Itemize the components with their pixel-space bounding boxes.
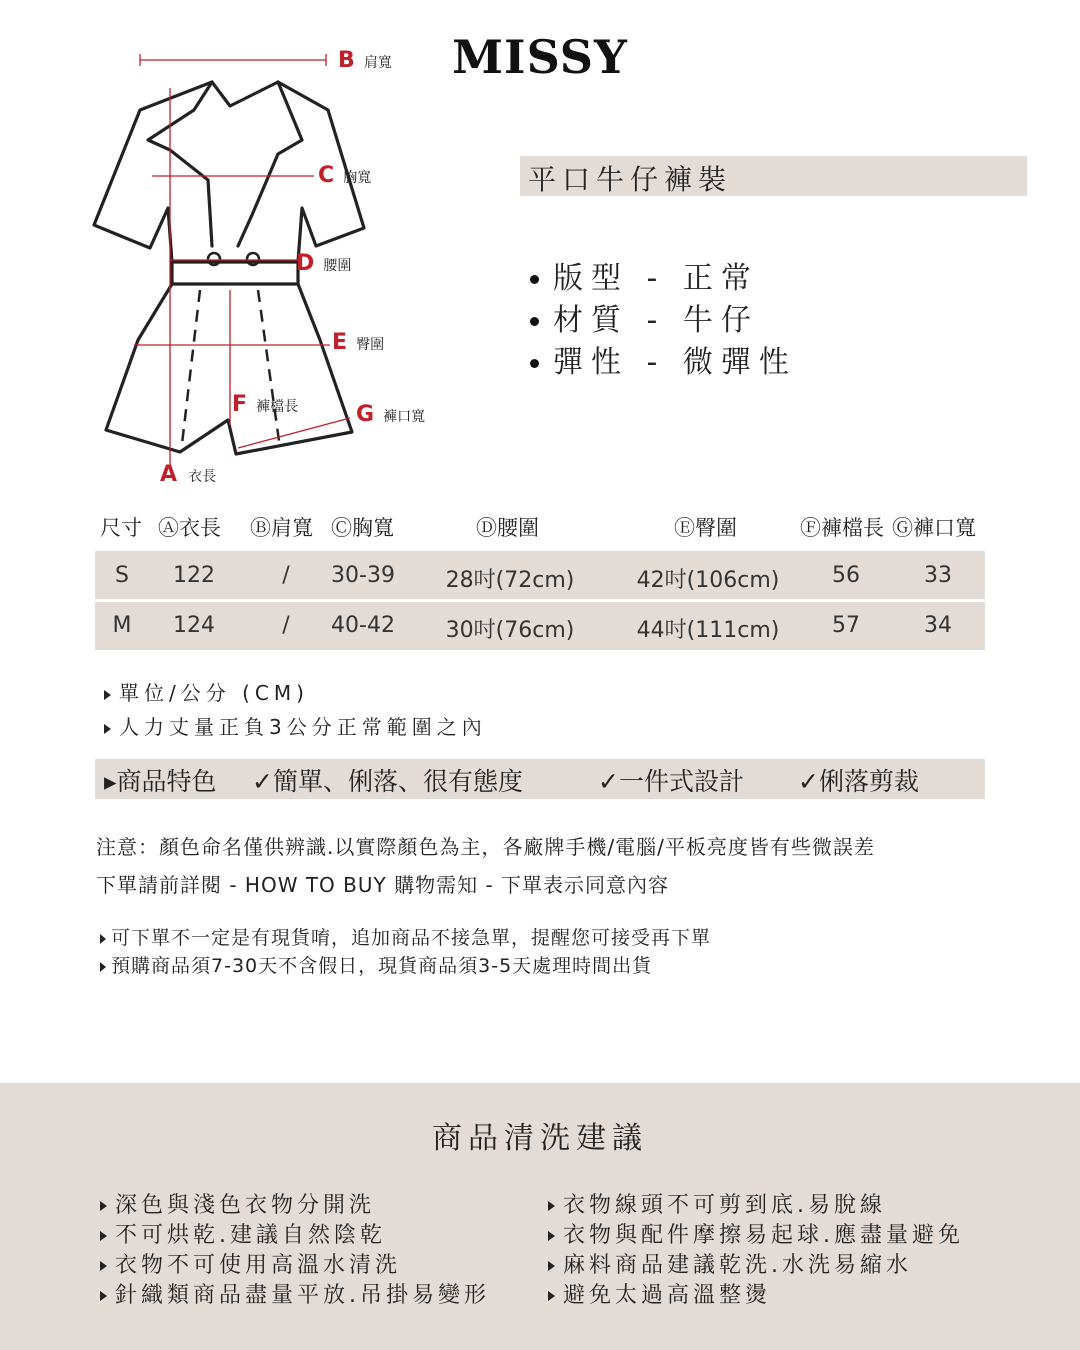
care-item: 衣物與配件摩擦易起球.應盡量避免: [548, 1221, 964, 1251]
cell-shoulder: /: [282, 613, 290, 638]
care-list-left: [100, 1191, 490, 1311]
label-a: A 衣長: [160, 462, 217, 487]
feature-item: ✓簡單、俐落、很有態度: [252, 767, 523, 796]
triangle-icon: [104, 724, 111, 734]
cell-leg-opening: 34: [924, 613, 952, 638]
header-b: Ⓑ肩寬: [250, 516, 313, 540]
care-list-right: [548, 1191, 964, 1311]
label-f: F 褲檔長: [232, 392, 299, 417]
label-d: D 腰圍: [296, 251, 352, 276]
note-item: 人力丈量正負3公分正常範圍之內: [104, 710, 487, 744]
notice: [96, 828, 875, 904]
feature-item: ✓一件式設計: [598, 767, 744, 796]
header-e: Ⓔ臀圍: [674, 516, 737, 540]
triangle-icon: [100, 934, 106, 944]
cell-rise: 57: [832, 613, 860, 638]
care-item: 不可烘乾.建議自然陰乾: [100, 1221, 490, 1251]
label-e: E 臀圍: [332, 330, 385, 355]
cell-hip: 44吋(111cm): [636, 618, 780, 643]
spec-item: 材質 - 牛仔: [524, 300, 797, 342]
order-notes: [100, 924, 711, 980]
care-item: 深色與淺色衣物分開洗: [100, 1191, 490, 1221]
triangle-icon: [100, 962, 106, 972]
cell-size: M: [112, 613, 132, 638]
cell-length: 124: [173, 613, 215, 638]
spec-item: 彈性 - 微彈性: [524, 342, 797, 384]
triangle-icon: [548, 1291, 555, 1301]
triangle-icon: [548, 1231, 555, 1241]
brand-logo: MISSY: [452, 30, 628, 84]
cell-shoulder: /: [282, 563, 290, 588]
header-a: Ⓐ衣長: [158, 516, 221, 540]
notice-line: 注意：顏色命名僅供辨識.以實際顏色為主，各廠牌手機/電腦/平板亮度皆有些微誤差: [96, 835, 875, 859]
cell-leg-opening: 33: [924, 563, 952, 588]
order-item: 預購商品須7-30天不含假日，現貨商品須3-5天處理時間出貨: [100, 952, 711, 980]
notice-line: 下單請前詳閱 - HOW TO BUY 購物需知 - 下單表示同意內容: [96, 873, 670, 897]
triangle-icon: [100, 1291, 107, 1301]
triangle-icon: [548, 1261, 555, 1271]
triangle-icon: [100, 1261, 107, 1271]
cell-size: S: [115, 563, 129, 588]
header-f: Ⓕ褲檔長: [800, 516, 884, 540]
header-size: 尺寸: [100, 516, 142, 540]
triangle-icon: [100, 1231, 107, 1241]
note-item: 單位/公分 (CM): [104, 676, 487, 710]
triangle-icon: [104, 690, 111, 700]
measurement-notes: [104, 676, 487, 744]
header-c: Ⓒ胸寬: [331, 516, 394, 540]
triangle-icon: [100, 1201, 107, 1211]
triangle-icon: [548, 1201, 555, 1211]
care-item: 衣物線頭不可剪到底.易脫線: [548, 1191, 964, 1221]
cell-chest: 30-39: [331, 563, 395, 588]
spec-item: 版型 - 正常: [524, 258, 797, 300]
care-item: 麻料商品建議乾洗.水洗易縮水: [548, 1251, 964, 1281]
care-item: 衣物不可使用高溫水清洗: [100, 1251, 490, 1281]
cell-hip: 42吋(106cm): [636, 568, 780, 593]
label-g: G 褲口寬: [356, 402, 426, 427]
header-g: Ⓖ褲口寬: [892, 516, 976, 540]
cell-chest: 40-42: [331, 613, 395, 638]
garment-diagram: [80, 40, 450, 500]
care-title: 商品清洗建議: [432, 1121, 648, 1156]
cell-rise: 56: [832, 563, 860, 588]
label-c: C 胸寬: [318, 163, 372, 188]
cell-waist: 30吋(76cm): [445, 618, 575, 643]
spec-list: [524, 258, 797, 384]
features-label: ▸商品特色: [104, 767, 217, 796]
cell-length: 122: [173, 563, 215, 588]
seam-lines: [182, 290, 280, 448]
feature-item: ✓俐落剪裁: [798, 767, 919, 796]
order-item: 可下單不一定是有現貨唷，追加商品不接急單，提醒您可接受再下單: [100, 924, 711, 952]
header-d: Ⓓ腰圍: [476, 516, 539, 540]
product-title: 平口牛仔褲裝: [528, 163, 733, 196]
label-b: B 肩寬: [338, 48, 392, 73]
care-item: 避免太過高溫整燙: [548, 1281, 964, 1311]
cell-waist: 28吋(72cm): [445, 568, 575, 593]
care-item: 針織類商品盡量平放.吊掛易變形: [100, 1281, 490, 1311]
